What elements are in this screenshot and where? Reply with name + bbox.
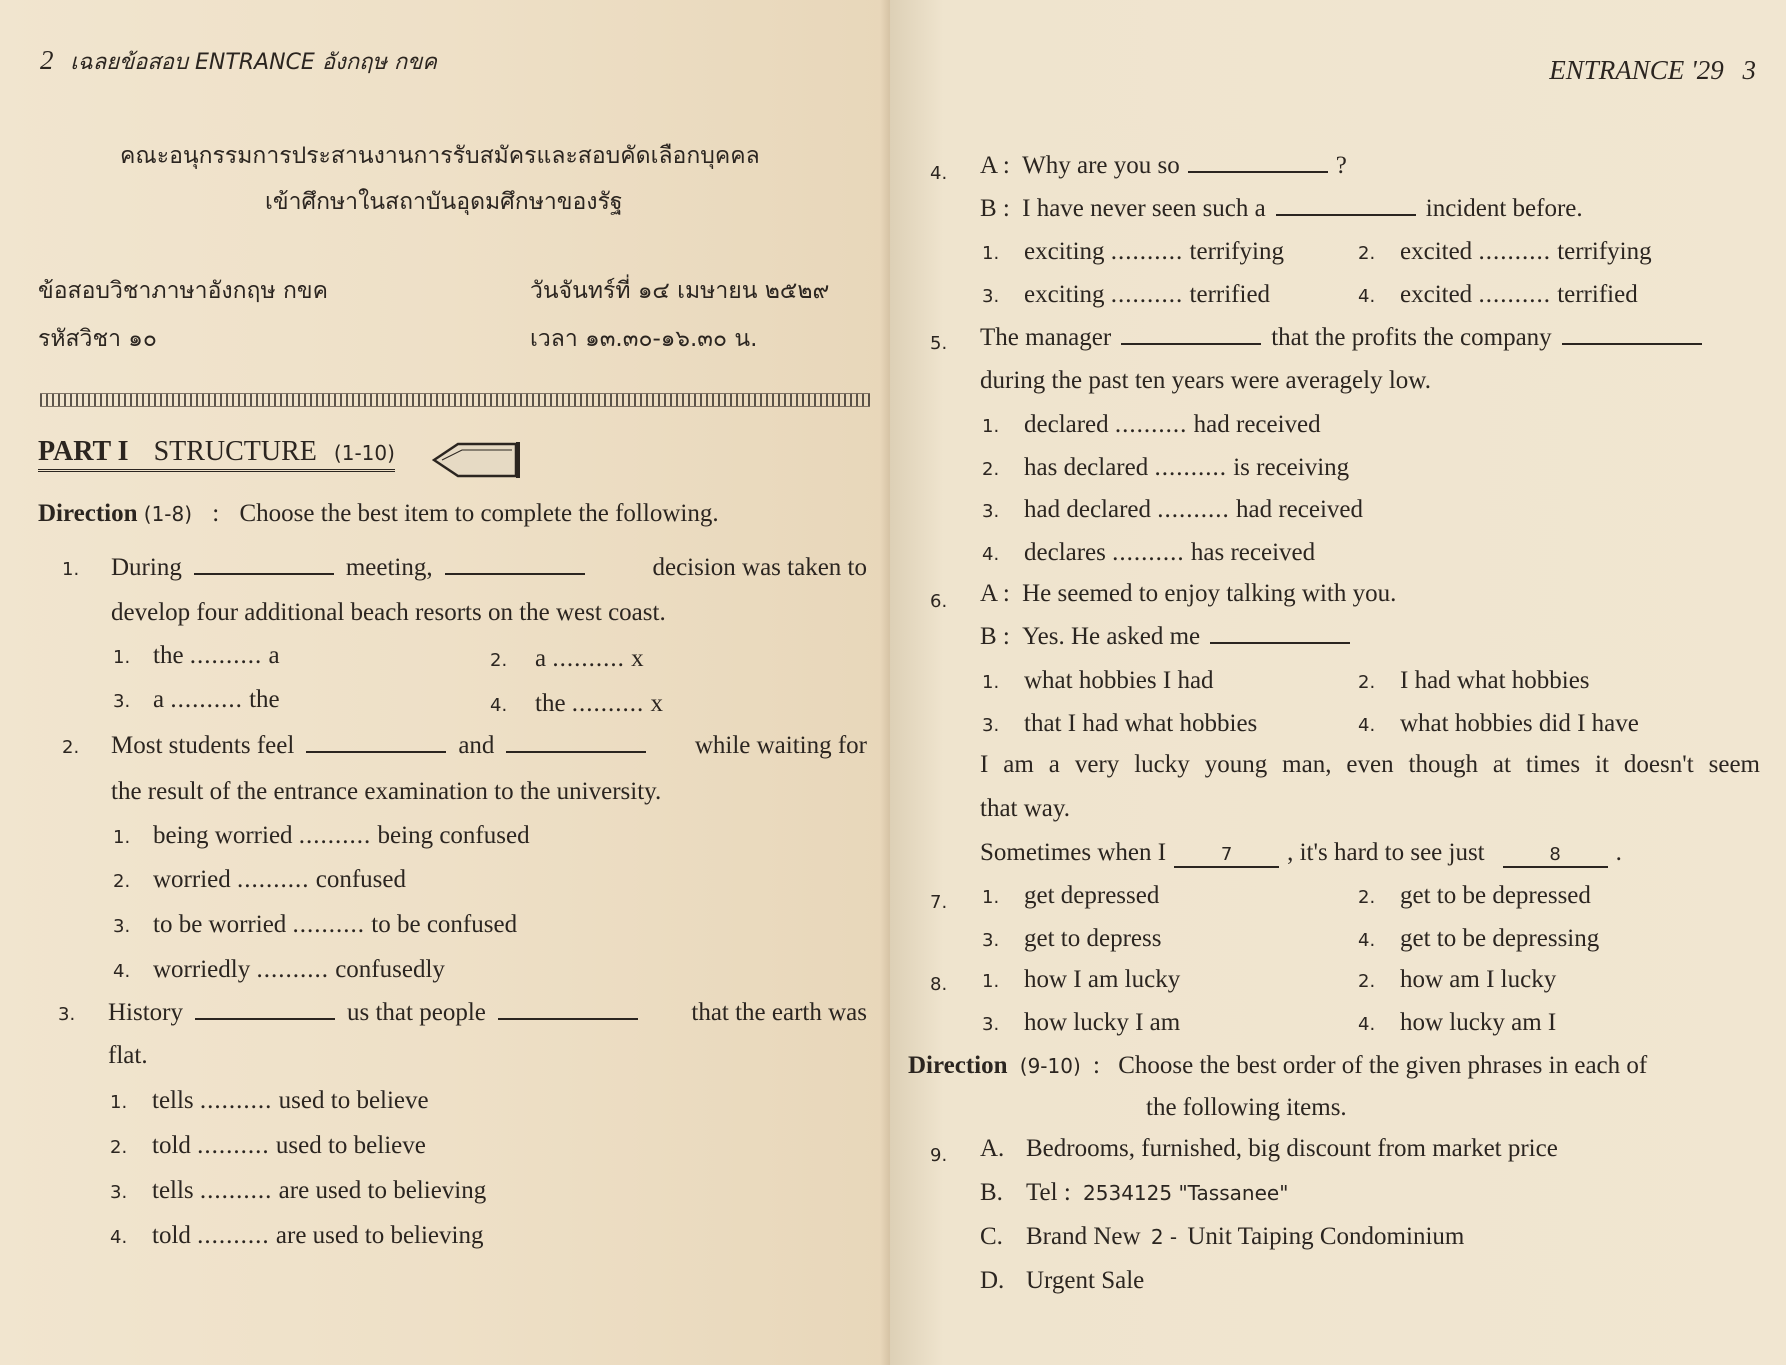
q2-option-1: 1. being worried .......... being confused [113,822,530,849]
committee-line-1: คณะอนุกรรมการประสานงานการรับสมัครและสอบคัดเลือกบุคคล [120,143,760,169]
q3-stem [108,997,867,1029]
left-header-title: เฉลยข้อสอบ ENTRANCE อังกฤษ กขค [70,50,437,75]
q6-blank [1210,622,1350,644]
q2-text-1: Most students feel [111,732,295,759]
q3-option-1: 1. tells .......... used to believe [110,1087,429,1114]
q3-text-3: that the earth was [691,999,867,1026]
q1-text-3: decision was taken to [652,554,867,581]
q4-option-1: 1. exciting .......... terrifying [982,238,1284,265]
q8-option-3: 3. how lucky I am [982,1009,1181,1036]
q3-option-2: 2. told .......... used to believe [110,1132,426,1159]
q5-line-2: during the past ten years were averagely low. [980,367,1431,394]
q6-option-2: 2. I had what hobbies [1358,667,1590,694]
q8-option-2: 2. how am I lucky [1358,966,1557,993]
q3-option-3: 3. tells .......... are used to believing [110,1177,487,1204]
q4-option-4: 4. excited .......... terrified [1358,281,1638,308]
q4-option-2: 2. excited .......... terrifying [1358,238,1652,265]
part-range: (1-10) [333,441,395,465]
q2-stem [111,730,867,762]
q8-option-1: 1. how I am lucky [982,966,1181,993]
q5-blank-1 [1121,323,1261,345]
separator-line [40,393,870,407]
q9-item-a: A. Bedrooms, furnished, big discount from market price [980,1135,1558,1162]
q6-option-4: 4. what hobbies did I have [1358,710,1639,737]
direction2-label: Direction [908,1052,1008,1079]
direction-text: Choose the best item to complete the following. [239,500,719,527]
direction2-text-2: the following items. [1146,1094,1347,1121]
q9-item-c: C. Brand New 2 - Unit Taiping Condominium [980,1223,1465,1250]
q2-option-3: 3. to be worried .......... to be confused [113,911,518,938]
q2-number: 2. [62,737,80,758]
q3-blank-2 [498,998,638,1020]
q4-option-3: 3. exciting .......... terrified [982,281,1271,308]
q1-option-4: 4. the .......... x [490,690,664,717]
blank-7: 7 [1174,844,1279,868]
direction2-range: (9-10) [1019,1054,1081,1078]
q4-line-b: B : I have never seen such a incident before. [980,195,1583,222]
left-page-number: 2 [40,45,54,75]
q2-line-2: the result of the entrance examination to the university. [111,778,662,805]
part-label: PART I [38,436,129,467]
right-page-number: 3 [1742,55,1756,85]
passage-line-1: I am a very lucky young man, even though at times it doesn't seem [980,751,1760,778]
q4-line-a: A : Why are you so ? [980,152,1347,179]
direction-2 [908,1050,1647,1082]
q7-option-2: 2. get to be depressed [1358,882,1591,909]
q8-number: 8. [930,974,948,995]
q3-option-4: 4. told .......... are used to believing [110,1222,484,1249]
part-name: STRUCTURE [153,436,317,467]
q9-item-d: D. Urgent Sale [980,1267,1145,1294]
q9-item-b: B. Tel : 2534125 "Tassanee" [980,1179,1289,1206]
q1-option-1: 1. the .......... a [113,642,280,669]
q3-line-2: flat. [108,1042,148,1069]
q4-blank-1 [1188,151,1328,173]
q1-option-2: 2. a .......... x [490,645,644,672]
exam-time: เวลา ๑๓.๓๐-๑๖.๓๐ น. [530,326,758,352]
exam-subject: ข้อสอบวิชาภาษาอังกฤษ กขค [38,278,328,304]
right-page-header [1549,54,1756,86]
left-page [0,0,890,1365]
q5-option-4: 4. declares .......... has received [982,539,1316,566]
q9-number: 9. [930,1145,948,1166]
direction-1 [38,498,719,530]
q5-number: 5. [930,333,948,354]
direction2-colon: : [1093,1052,1100,1079]
q1-text-2: meeting, [345,554,433,581]
q2-option-2: 2. worried .......... confused [113,866,406,893]
q7-number: 7. [930,892,948,913]
q5-option-3: 3. had declared .......... had received [982,496,1364,523]
q2-blank-1 [306,731,446,753]
q4-blank-2 [1276,194,1416,216]
passage-line-2: that way. [980,795,1071,822]
q3-text-1: History [108,999,183,1026]
q5-option-2: 2. has declared .......... is receiving [982,454,1350,481]
q3-number: 3. [58,1004,76,1025]
q2-blank-2 [506,731,646,753]
q5-blank-2 [1562,323,1702,345]
q1-text-1: During [111,554,182,581]
committee-line-2: เข้าศึกษาในสถาบันอุดมศึกษาของรัฐ [265,189,623,215]
right-page [890,0,1786,1365]
q2-text-3: while waiting for [694,732,867,759]
q6-line-b: B : Yes. He asked me [980,621,1358,653]
q4-number: 4. [930,163,948,184]
subject-code: รหัสวิชา ๑๐ [38,326,157,352]
q6-line-a: A : He seemed to enjoy talking with you. [980,580,1397,607]
q7-option-3: 3. get to depress [982,925,1162,952]
exam-date: วันจันทร์ที่ ๑๔ เมษายน ๒๕๒๙ [530,278,830,304]
blank-8: 8 [1503,844,1608,868]
q2-text-2: and [458,732,495,759]
q1-blank-1 [194,553,334,575]
q7-option-4: 4. get to be depressing [1358,925,1600,952]
passage-line-3: Sometimes when I 7 , it's hard to see just 8 . [980,839,1622,866]
part-heading [38,436,395,469]
pencil-tab-icon [432,440,522,480]
direction2-text-1: Choose the best order of the given phrases in each of [1118,1052,1648,1079]
right-header-title: ENTRANCE '29 [1549,55,1724,85]
q5-option-1: 1. declared .......... had received [982,411,1321,438]
q6-option-3: 3. that I had what hobbies [982,710,1258,737]
q1-option-3: 3. a .......... the [113,686,280,713]
q7-option-1: 1. get depressed [982,882,1160,909]
q1-number: 1. [62,559,80,580]
q1-blank-2 [445,553,585,575]
q1-stem [111,552,867,584]
q2-option-4: 4. worriedly .......... confusedly [113,956,445,983]
direction-label: Direction [38,500,138,527]
q3-text-2: us that people [347,999,486,1026]
direction-colon: : [212,500,220,527]
q6-option-1: 1. what hobbies I had [982,667,1214,694]
q3-blank-1 [195,998,335,1020]
q6-number: 6. [930,591,948,612]
q5-stem: The manager that the profits the company [980,322,1760,354]
left-page-header [40,44,437,79]
q1-line-2: develop four additional beach resorts on the west coast. [111,599,666,626]
direction-range: (1-8) [143,502,193,526]
q8-option-4: 4. how lucky am I [1358,1009,1557,1036]
